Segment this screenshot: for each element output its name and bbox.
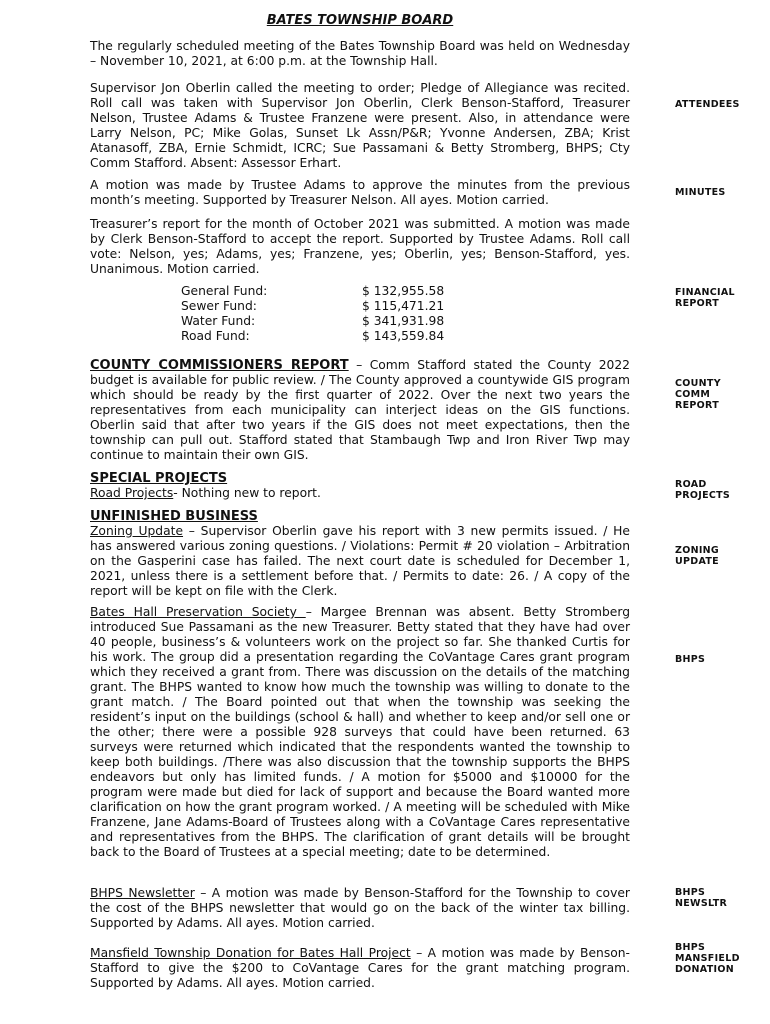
county-report-paragraph (90, 358, 630, 463)
fund-amount: $ 115,471.21 (362, 299, 445, 313)
newsletter-paragraph (90, 886, 630, 931)
side-label-road: ROAD PROJECTS (675, 479, 731, 501)
fund-name: Sewer Fund: (181, 299, 257, 313)
fund-amount: $ 341,931.98 (362, 314, 445, 328)
document-title: BATES TOWNSHIP BOARD (266, 13, 454, 28)
side-label-mansfield: BHPS MANSFIELD DONATION (675, 942, 740, 975)
fund-row (181, 314, 462, 329)
mansfield-paragraph (90, 946, 630, 991)
fund-name: Water Fund: (181, 314, 256, 328)
unfinished-business-heading: UNFINISHED BUSINESS (90, 509, 258, 524)
fund-amount: $ 143,559.84 (362, 329, 445, 343)
fund-name: Road Fund: (181, 329, 250, 343)
mansfield-label: Mansfield Township Donation for Bates Hall Project (90, 946, 411, 960)
side-label-minutes: MINUTES (675, 187, 726, 198)
county-report-heading: COUNTY COMMISSIONERS REPORT (90, 358, 349, 373)
side-label-county: COUNTY COMM REPORT (675, 378, 721, 411)
side-label-attendees: ATTENDEES (675, 99, 740, 110)
special-projects-heading: SPECIAL PROJECTS (90, 471, 228, 486)
mansfield-text: – A motion was made by Benson-Stafford to give the $200 to CoVantage Cares for the grant matching program. Supported by Adams. All ayes. Motion carried. (90, 946, 630, 990)
fund-row (181, 299, 462, 314)
side-label-bhps: BHPS (675, 654, 706, 665)
minutes-paragraph: A motion was made by Trustee Adams to approve the minutes from the previous month’s meeting. Supported by Treasurer Nelson. All ayes. Motion carried. (90, 178, 630, 207)
newsletter-label: BHPS Newsletter (90, 886, 195, 900)
side-label-zoning: ZONING UPDATE (675, 545, 719, 567)
side-label-financial: FINANCIAL REPORT (675, 287, 735, 309)
fund-name: General Fund: (181, 284, 268, 298)
fund-table (181, 284, 462, 344)
side-label-newsletter: BHPS NEWSLTR (675, 887, 728, 909)
fund-row (181, 284, 462, 299)
bhps-paragraph (90, 605, 630, 860)
fund-row (181, 329, 462, 344)
county-report-text: – Comm Stafford stated the County 2022 budget is available for public review. / The County approved a countywide GIS program which should be ready by the first quarter of 2022. Over the next two years the representatives from each municipality can interject ideas on the GIS functions. Oberlin said that after two years if the GIS does not meet expectations, then the township can pull out. Stafford stated that Stambaugh Twp and Iron River Twp may continue to maintain their own GIS. (90, 358, 630, 462)
newsletter-text: – A motion was made by Benson-Stafford for the Township to cover the cost of the BHPS newsletter that would go on the back of the winter tax billing. Supported by Adams. All ayes. Motion carried. (90, 886, 630, 930)
treasurer-paragraph: Treasurer’s report for the month of October 2021 was submitted. A motion was made by Clerk Benson-Stafford to accept the report. Supported by Trustee Adams. Roll call vote: Nelson, yes; Adams, yes; Franzene, yes; Oberlin, yes; Benson-Stafford, yes. Unanimous. Motion carried. (90, 217, 630, 276)
unfinished-business-section (90, 509, 630, 599)
road-projects-label: Road Projects (90, 486, 174, 500)
zoning-update-label: Zoning Update (90, 524, 184, 538)
bhps-label: Bates Hall Preservation Society (90, 605, 306, 619)
road-projects-text: - Nothing new to report. (173, 486, 321, 500)
intro-paragraph: The regularly scheduled meeting of the Bates Township Board was held on Wednesday – November 10, 2021, at 6:00 p.m. at the Township Hall. (90, 39, 630, 68)
zoning-update-text: – Supervisor Oberlin gave his report with 3 new permits issued. / He has answered various zoning questions. / Violations: Permit # 20 violation – Arbitration on the Gasperini case has failed. The next court date is scheduled for December 1, 2021, unless there is a settlement before that. / Permits to date: 26. / A copy of the report will be kept on file with the Clerk. (90, 524, 630, 598)
fund-amount: $ 132,955.58 (362, 284, 445, 298)
bhps-text: – Margee Brennan was absent. Betty Stromberg introduced Sue Passamani as the new Treasurer. Betty stated that they have had over 40 people, business’s & volunteers work on the project so far. She thanked Curtis for his work. The group did a presentation regarding the CoVantage Cares grant program which they received a grant from. There was discussion on the details of the matching grant. The BHPS wanted to know how much the township was willing to donate to the grant match. / The Board pointed out that when the township was seeking the resident’s input on the buildings (school & hall) and whether to keep and/or sell one or the other; there were a possible 928 surveys that could have been returned. 63 surveys were returned which indicated that the respondents wanted the township to keep both buildings. /There was also discussion that the township supports the BHPS endeavors but only has limited funds. / A motion for $5000 and $10000 for the program were made but died for lack of support and because the Board wanted more clarification on how the grant program worked. / A meeting will be scheduled with Mike Franzene, Jane Adams-Board of Trustees along with a CoVantage Cares representative and representatives from the BHPS. The clarification of grant details will be brought back to the Board of Trustees at a special meeting; date to be determined. (90, 605, 630, 859)
special-projects-section (90, 471, 630, 501)
attendees-paragraph: Supervisor Jon Oberlin called the meeting to order; Pledge of Allegiance was recited. Roll call was taken with Supervisor Jon Oberlin, Clerk Benson-Stafford, Treasurer Nelson, Trustee Adams & Trustee Franzene were present. Also, in attendance were Larry Nelson, PC; Mike Golas, Sunset Lk Assn/P&R; Yvonne Andersen, ZBA; Krist Atanasoff, ZBA, Ernie Schmidt, ICRC; Sue Passamani & Betty Stromberg, BHPS; Cty Comm Stafford. Absent: Assessor Erhart. (90, 81, 630, 170)
